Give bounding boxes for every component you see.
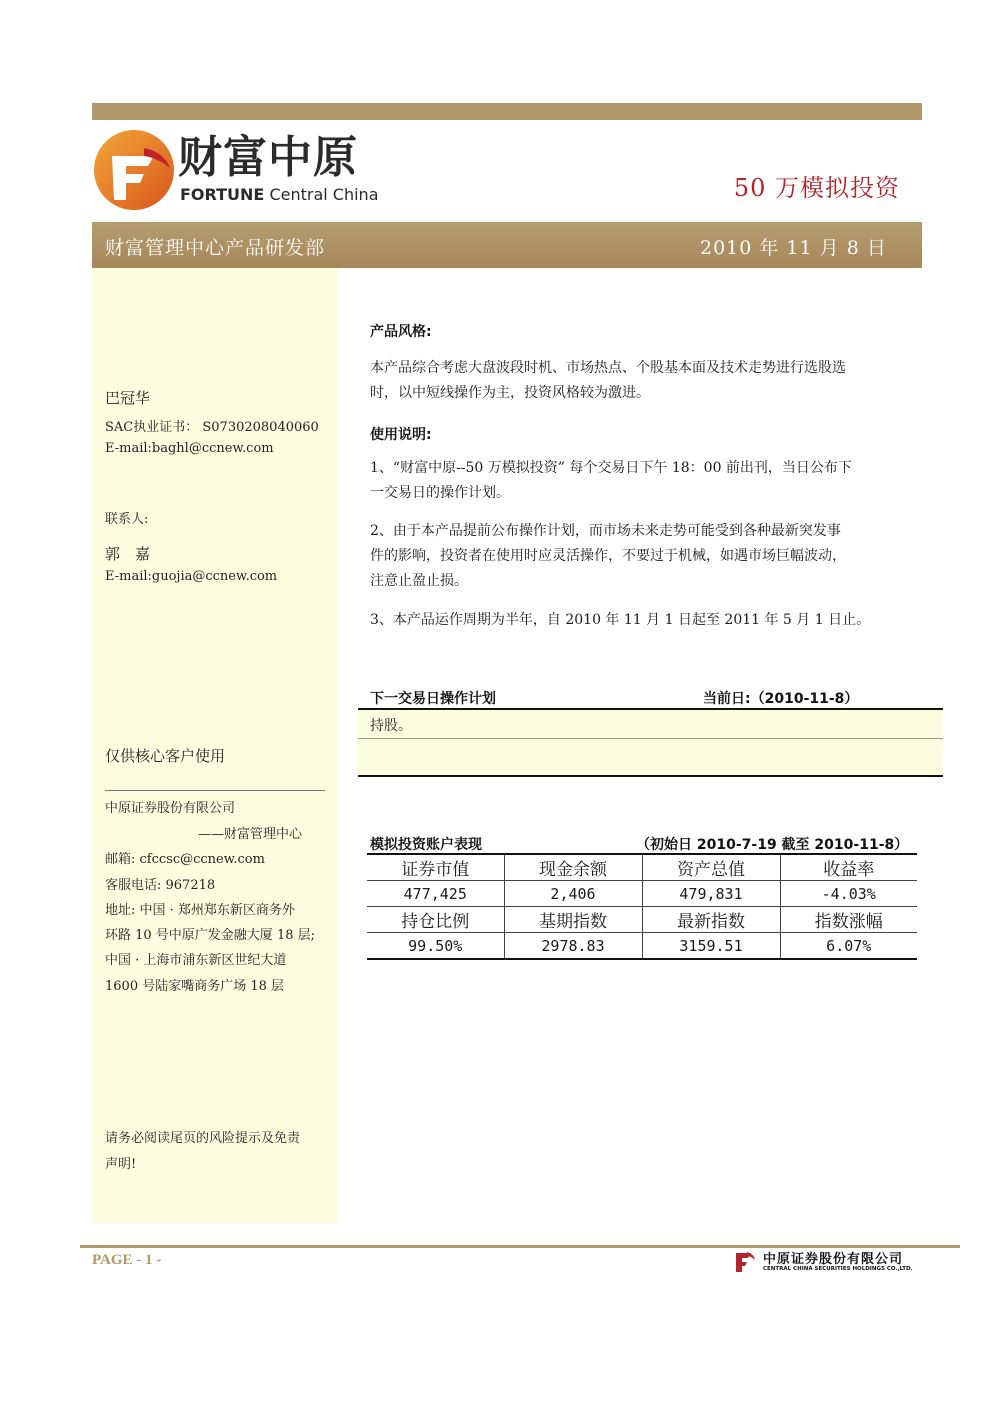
company-hotline: 客服电话: 967218	[105, 878, 216, 893]
table-row	[367, 854, 917, 881]
page-number: PAGE - 1 -	[92, 1252, 162, 1268]
table-header-cell: 证券市值	[367, 854, 504, 881]
table-header-cell: 最新指数	[642, 907, 780, 933]
table-cell: 2978.83	[504, 933, 642, 960]
address-line: 环路 10 号中原广发金融大厦 18 层;	[105, 928, 315, 943]
table-cell: -4.03%	[780, 881, 917, 907]
department-name: 财富管理中心产品研发部	[105, 237, 326, 259]
firm-name-english: CENTRAL CHINA SECURITIES HOLDINGS CO.,LTD.	[763, 1266, 913, 1272]
style-paragraph	[370, 356, 950, 406]
disclaimer-line: 声明!	[105, 1157, 137, 1172]
company-mailbox[interactable]: 邮箱: cfccsc@ccnew.com	[105, 852, 265, 867]
paragraph-line: 注意止盈止损。	[370, 573, 468, 589]
table-header-cell: 收益率	[780, 854, 917, 881]
paragraph-line: 一交易日的操作计划。	[370, 485, 510, 501]
table-header-cell: 资产总值	[642, 854, 780, 881]
report-date: 2010 年 11 月 8 日	[700, 237, 887, 259]
table-cell: 477,425	[367, 881, 504, 907]
style-heading: 产品风格:	[370, 324, 432, 340]
plan-heading: 下一交易日操作计划	[370, 691, 496, 707]
usage-item-3	[370, 608, 950, 633]
audience-notice: 仅供核心客户使用	[105, 747, 226, 765]
plan-row-empty	[358, 739, 943, 775]
contact-name: 郭 嘉	[105, 545, 151, 563]
paragraph-line: 时，以中短线操作为主，投资风格较为激进。	[370, 385, 650, 401]
paragraph-line: 本产品综合考虑大盘波段时机、市场热点、个股基本面及技术走势进行选股选	[370, 360, 846, 376]
logo-chinese-text: 财富中原	[178, 132, 358, 183]
contact-email[interactable]: E-mail:guojia@ccnew.com	[105, 569, 278, 584]
paragraph-line: 2、由于本产品提前公布操作计划，而市场未来走势可能受到各种最新突发事	[370, 523, 841, 539]
company-name: 中原证券股份有限公司	[105, 801, 236, 816]
paragraph-line: 件的影响，投资者在使用时应灵活操作，不要过于机械，如遇市场巨幅波动，	[370, 548, 846, 564]
address-line: 中国 · 上海市浦东新区世纪大道	[105, 953, 287, 968]
address-line: 1600 号陆家嘴商务广场 18 层	[105, 979, 285, 994]
company-subunit: ——财富管理中心	[198, 827, 303, 842]
top-bar	[92, 103, 922, 120]
table-cell: 2,406	[504, 881, 642, 907]
account-table	[367, 853, 917, 960]
account-period: （初始日 2010-7-19 截至 2010-11-8）	[636, 837, 909, 853]
usage-item-1	[370, 456, 950, 506]
analyst-email[interactable]: E-mail:baghl@ccnew.com	[105, 441, 274, 456]
table-header-cell: 指数涨幅	[780, 907, 917, 933]
analyst-name: 巴冠华	[105, 389, 151, 407]
paragraph-line: 1、“财富中原--50 万模拟投资” 每个交易日下午 18：00 前出刊，当日公布下	[370, 460, 852, 476]
table-cell: 99.50%	[367, 933, 504, 960]
contact-label: 联系人:	[105, 512, 149, 527]
paragraph-line: 3、本产品运作周期为半年，自 2010 年 11 月 1 日起至 2011 年 5 月 1 日止。	[370, 612, 871, 628]
firm-name-chinese: 中原证券股份有限公司	[763, 1252, 904, 1267]
address-line: 地址: 中国 · 郑州郑东新区商务外	[105, 903, 295, 918]
table-row	[367, 907, 917, 933]
logo-english-text: FORTUNE Central China	[180, 185, 379, 204]
table-row	[367, 881, 917, 907]
table-header-cell: 持仓比例	[367, 907, 504, 933]
account-heading: 模拟投资账户表现	[370, 837, 482, 853]
table-cell: 3159.51	[642, 933, 780, 960]
disclaimer-line: 请务必阅读尾页的风险提示及免责	[105, 1131, 301, 1146]
plan-bottom-rule	[358, 775, 943, 777]
product-title: 50 万模拟投资	[733, 174, 900, 202]
firm-logo-icon	[733, 1250, 757, 1274]
plan-text: 持股。	[370, 718, 412, 734]
plan-row	[358, 710, 943, 739]
analyst-cert: SAC执业证书： S0730208040060	[105, 420, 319, 435]
usage-item-2	[370, 519, 950, 594]
table-row	[367, 933, 917, 960]
table-header-cell: 现金余额	[504, 854, 642, 881]
sidebar-divider	[105, 790, 325, 791]
table-cell: 479,831	[642, 881, 780, 907]
table-header-cell: 基期指数	[504, 907, 642, 933]
plan-date: 当前日:（2010-11-8）	[703, 691, 859, 707]
usage-heading: 使用说明:	[370, 427, 432, 443]
table-cell: 6.07%	[780, 933, 917, 960]
